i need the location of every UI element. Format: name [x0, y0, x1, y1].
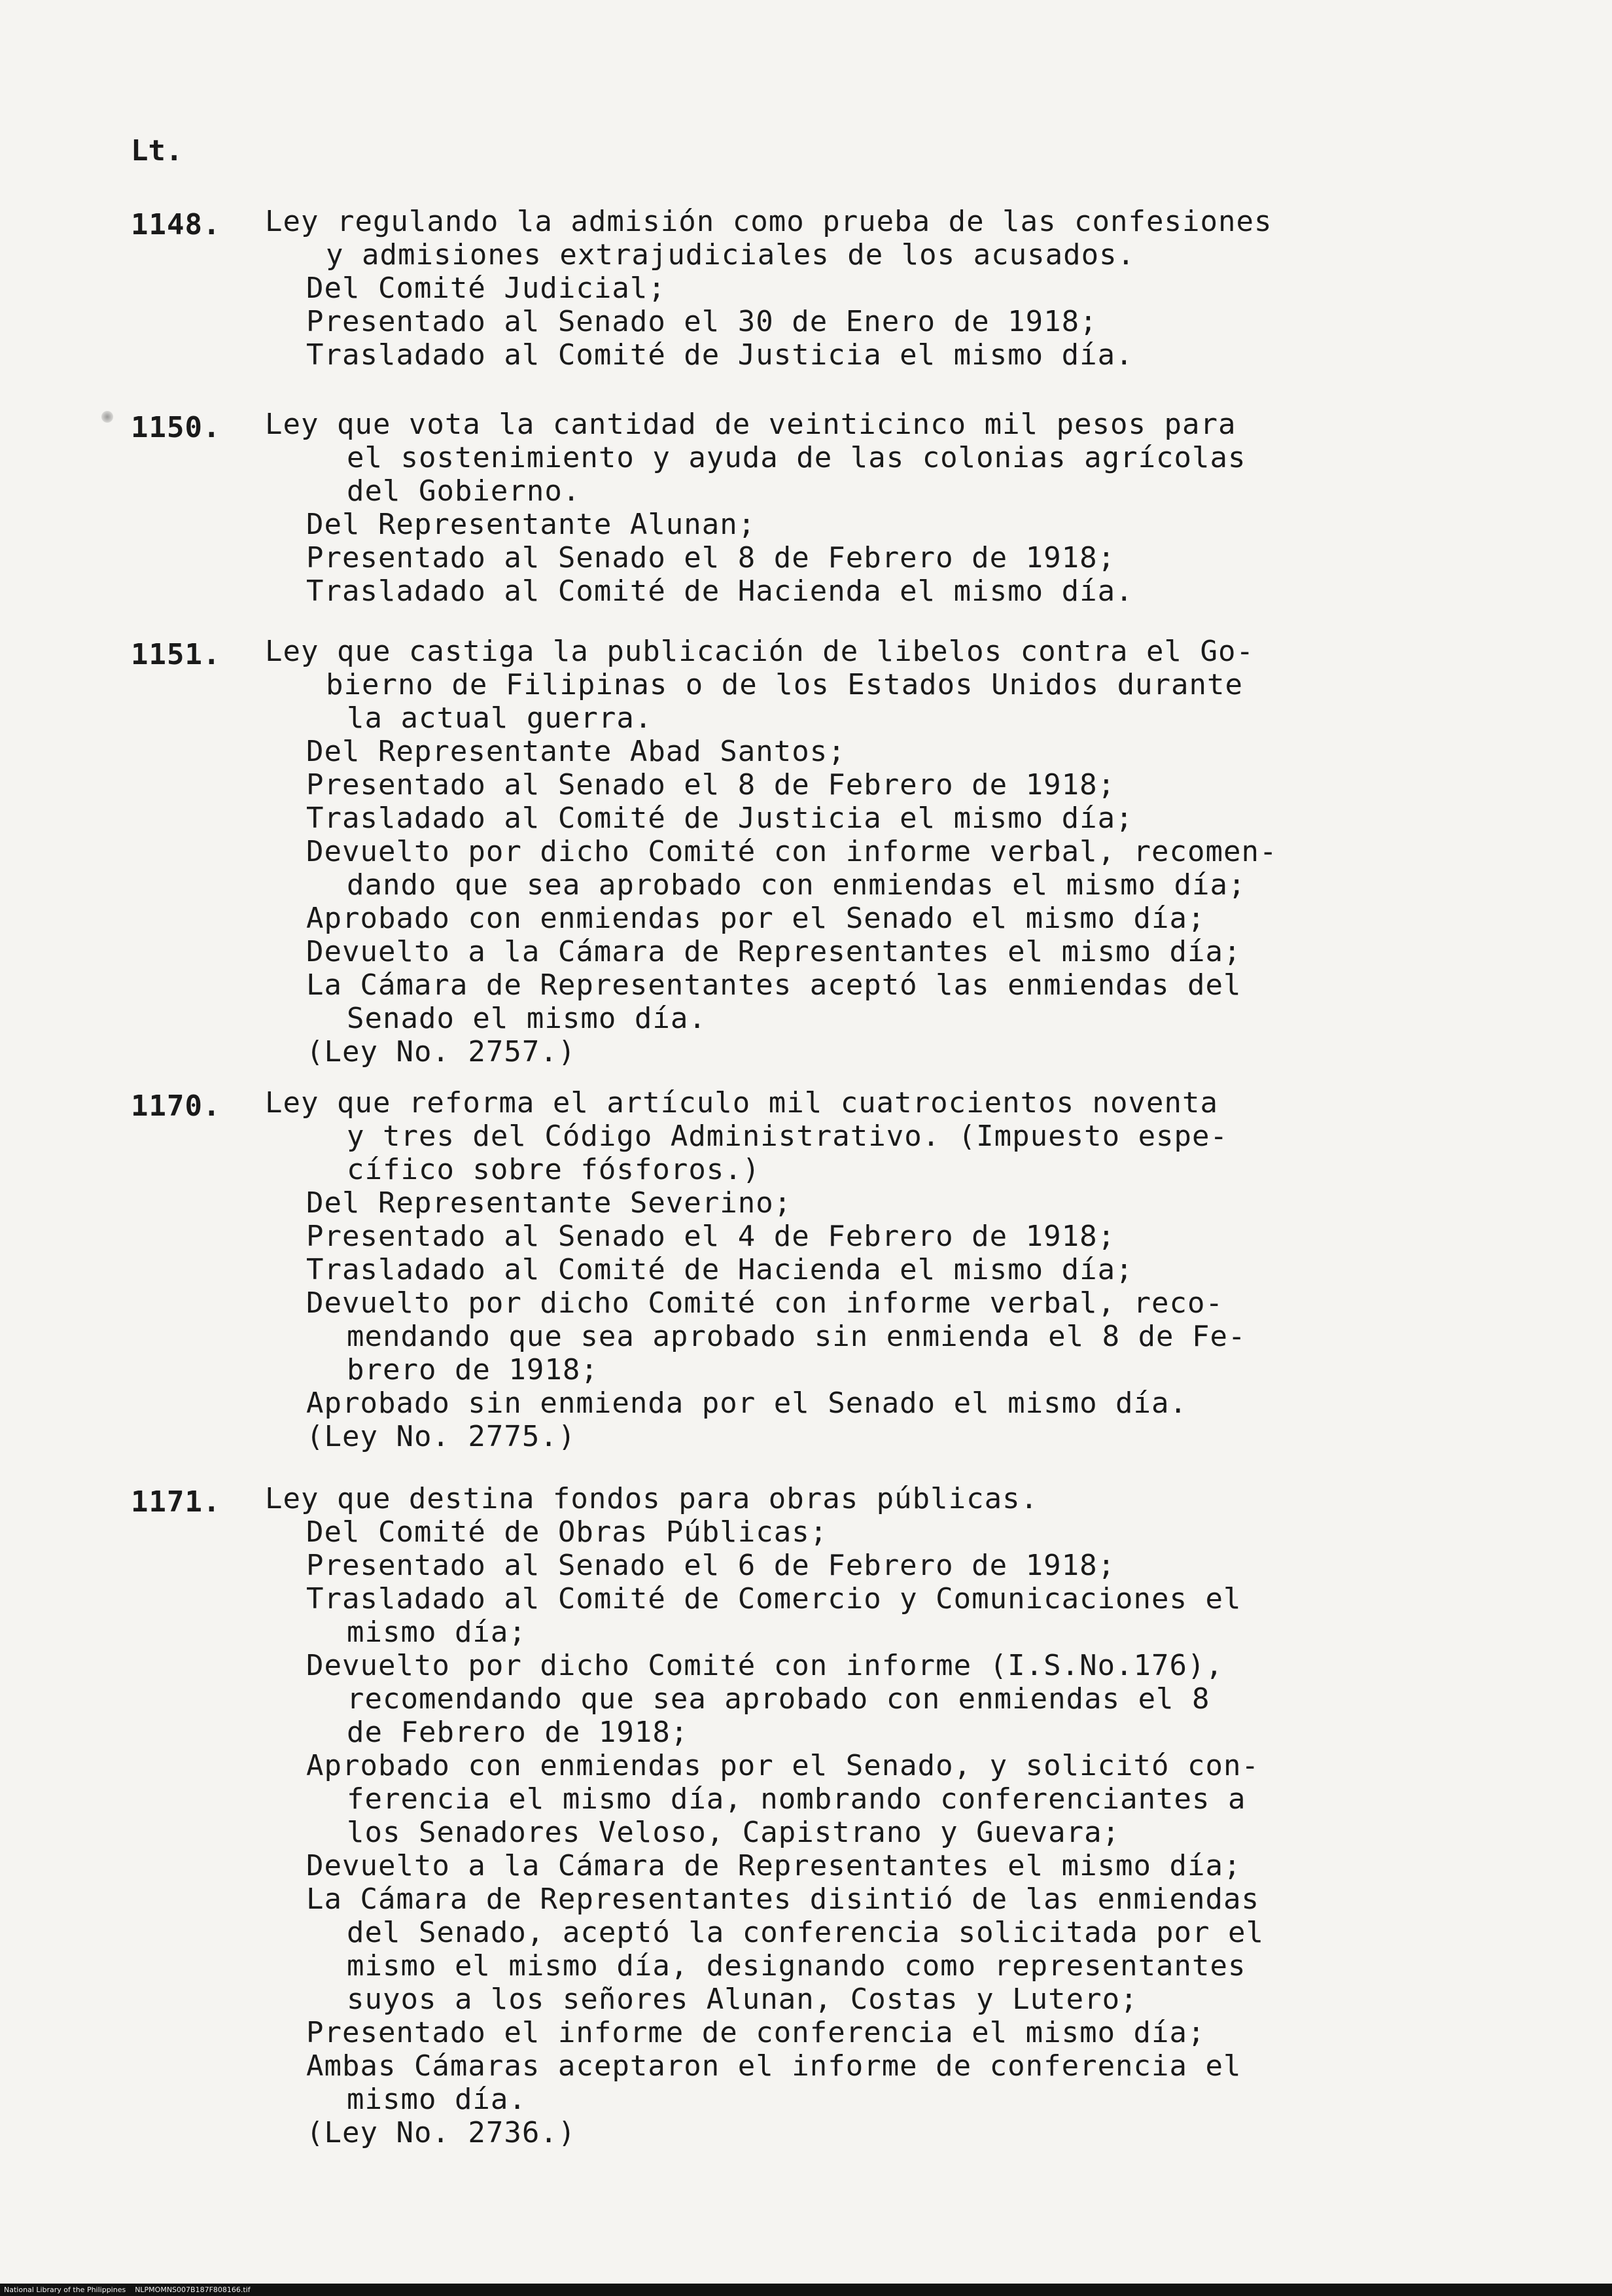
bill-action-line: Devuelto a la Cámara de Representantes el mismo día; — [306, 935, 1242, 968]
bill-action-line: los Senadores Veloso, Capistrano y Guevara; — [347, 1816, 1121, 1849]
bill-action-line: Del Comité de Obras Públicas; — [306, 1515, 828, 1549]
bill-action-line: Aprobado con enmiendas por el Senado el mismo día; — [306, 902, 1206, 935]
bill-number: 1170. — [131, 1089, 221, 1123]
scan-footer: National Library of the Philippines NLPMOMNS007B187F808166.tif — [0, 2284, 1612, 2296]
bill-action-line: Ambas Cámaras aceptaron el informe de conferencia el — [306, 2049, 1242, 2083]
bill-action-line: Presentado al Senado el 4 de Febrero de 1918; — [306, 1220, 1116, 1253]
bill-title-line: Ley regulando la admisión como prueba de las confesiones — [265, 205, 1272, 238]
bill-action-line: Devuelto por dicho Comité con informe verbal, reco- — [306, 1286, 1224, 1320]
bill-action-line: Aprobado sin enmienda por el Senado el mismo día. — [306, 1386, 1188, 1420]
bill-action-line: Devuelto a la Cámara de Representantes el mismo día; — [306, 1849, 1242, 1882]
bill-action-line: Presentado al Senado el 8 de Febrero de 1918; — [306, 541, 1116, 574]
bill-action-line: mismo día; — [347, 1616, 527, 1649]
bill-action-line: Presentado al Senado el 30 de Enero de 1918; — [306, 305, 1098, 338]
bill-action-line: Presentado el informe de conferencia el mismo día; — [306, 2016, 1206, 2049]
page-header: Lt. — [131, 134, 183, 168]
bill-action-line: de Febrero de 1918; — [347, 1716, 689, 1749]
bill-action-line: mismo el mismo día, designando como representantes — [347, 1949, 1246, 1983]
bill-action-line: ferencia el mismo día, nombrando conferenciantes a — [347, 1782, 1246, 1816]
bill-action-line: (Ley No. 2775.) — [306, 1420, 576, 1453]
bill-action-line: mendando que sea aprobado sin enmienda el 8 de Fe- — [347, 1320, 1246, 1353]
bill-action-line: el sostenimiento y ayuda de las colonias agrícolas — [347, 441, 1246, 474]
bill-number: 1171. — [131, 1485, 221, 1519]
bill-action-line: recomendando que sea aprobado con enmiendas el 8 — [347, 1682, 1210, 1716]
bill-action-line: Del Comité Judicial; — [306, 272, 666, 305]
bill-action-line: dando que sea aprobado con enmiendas el mismo día; — [347, 868, 1246, 902]
bill-number: 1151. — [131, 638, 221, 671]
bill-number: 1150. — [131, 411, 221, 444]
bill-action-line: Senado el mismo día. — [347, 1002, 707, 1035]
bill-action-line: y admisiones extrajudiciales de los acusados. — [326, 238, 1136, 272]
bill-action-line: Devuelto por dicho Comité con informe verbal, recomen- — [306, 835, 1278, 868]
bill-title-line: Ley que castiga la publicación de libelos contra el Go- — [265, 635, 1254, 668]
bill-number: 1148. — [131, 208, 221, 241]
bill-title-line: Ley que destina fondos para obras públicas. — [265, 1482, 1039, 1515]
bill-action-line: Trasladado al Comité de Justicia el mismo día; — [306, 802, 1134, 835]
bill-action-line: Del Representante Alunan; — [306, 508, 756, 541]
bill-action-line: del Gobierno. — [347, 474, 581, 508]
bill-action-line: bierno de Filipinas o de los Estados Unidos durante — [326, 668, 1244, 701]
bill-action-line: Devuelto por dicho Comité con informe (I.S.No.176), — [306, 1649, 1224, 1682]
bill-action-line: Presentado al Senado el 6 de Febrero de 1918; — [306, 1549, 1116, 1582]
bill-action-line: La Cámara de Representantes disintió de las enmiendas — [306, 1882, 1259, 1916]
bill-action-line: La Cámara de Representantes aceptó las enmiendas del — [306, 968, 1242, 1002]
bill-action-line: mismo día. — [347, 2083, 527, 2116]
ink-blot — [101, 411, 113, 423]
bill-title-line: Ley que reforma el artículo mil cuatrocientos noventa — [265, 1086, 1218, 1120]
bill-action-line: Presentado al Senado el 8 de Febrero de 1918; — [306, 768, 1116, 802]
bill-action-line: y tres del Código Administrativo. (Impuesto espe- — [347, 1120, 1229, 1153]
bill-action-line: brero de 1918; — [347, 1353, 599, 1386]
bill-action-line: (Ley No. 2757.) — [306, 1035, 576, 1069]
bill-action-line: (Ley No. 2736.) — [306, 2116, 576, 2149]
bill-action-line: suyos a los señores Alunan, Costas y Lutero; — [347, 1983, 1138, 2016]
bill-action-line: Trasladado al Comité de Comercio y Comunicaciones el — [306, 1582, 1242, 1616]
bill-action-line: Trasladado al Comité de Hacienda el mismo día; — [306, 1253, 1134, 1286]
bill-action-line: Trasladado al Comité de Hacienda el mismo día. — [306, 574, 1134, 608]
bill-action-line: Del Representante Abad Santos; — [306, 735, 846, 768]
bill-action-line: Del Representante Severino; — [306, 1186, 792, 1220]
bill-action-line: del Senado, aceptó la conferencia solicitada por el — [347, 1916, 1265, 1949]
bill-action-line: Trasladado al Comité de Justicia el mismo día. — [306, 338, 1134, 372]
bill-action-line: Aprobado con enmiendas por el Senado, y solicitó con- — [306, 1749, 1259, 1782]
bill-action-line: cífico sobre fósforos.) — [347, 1153, 761, 1186]
bill-title-line: Ley que vota la cantidad de veinticinco mil pesos para — [265, 408, 1236, 441]
bill-action-line: la actual guerra. — [347, 701, 653, 735]
